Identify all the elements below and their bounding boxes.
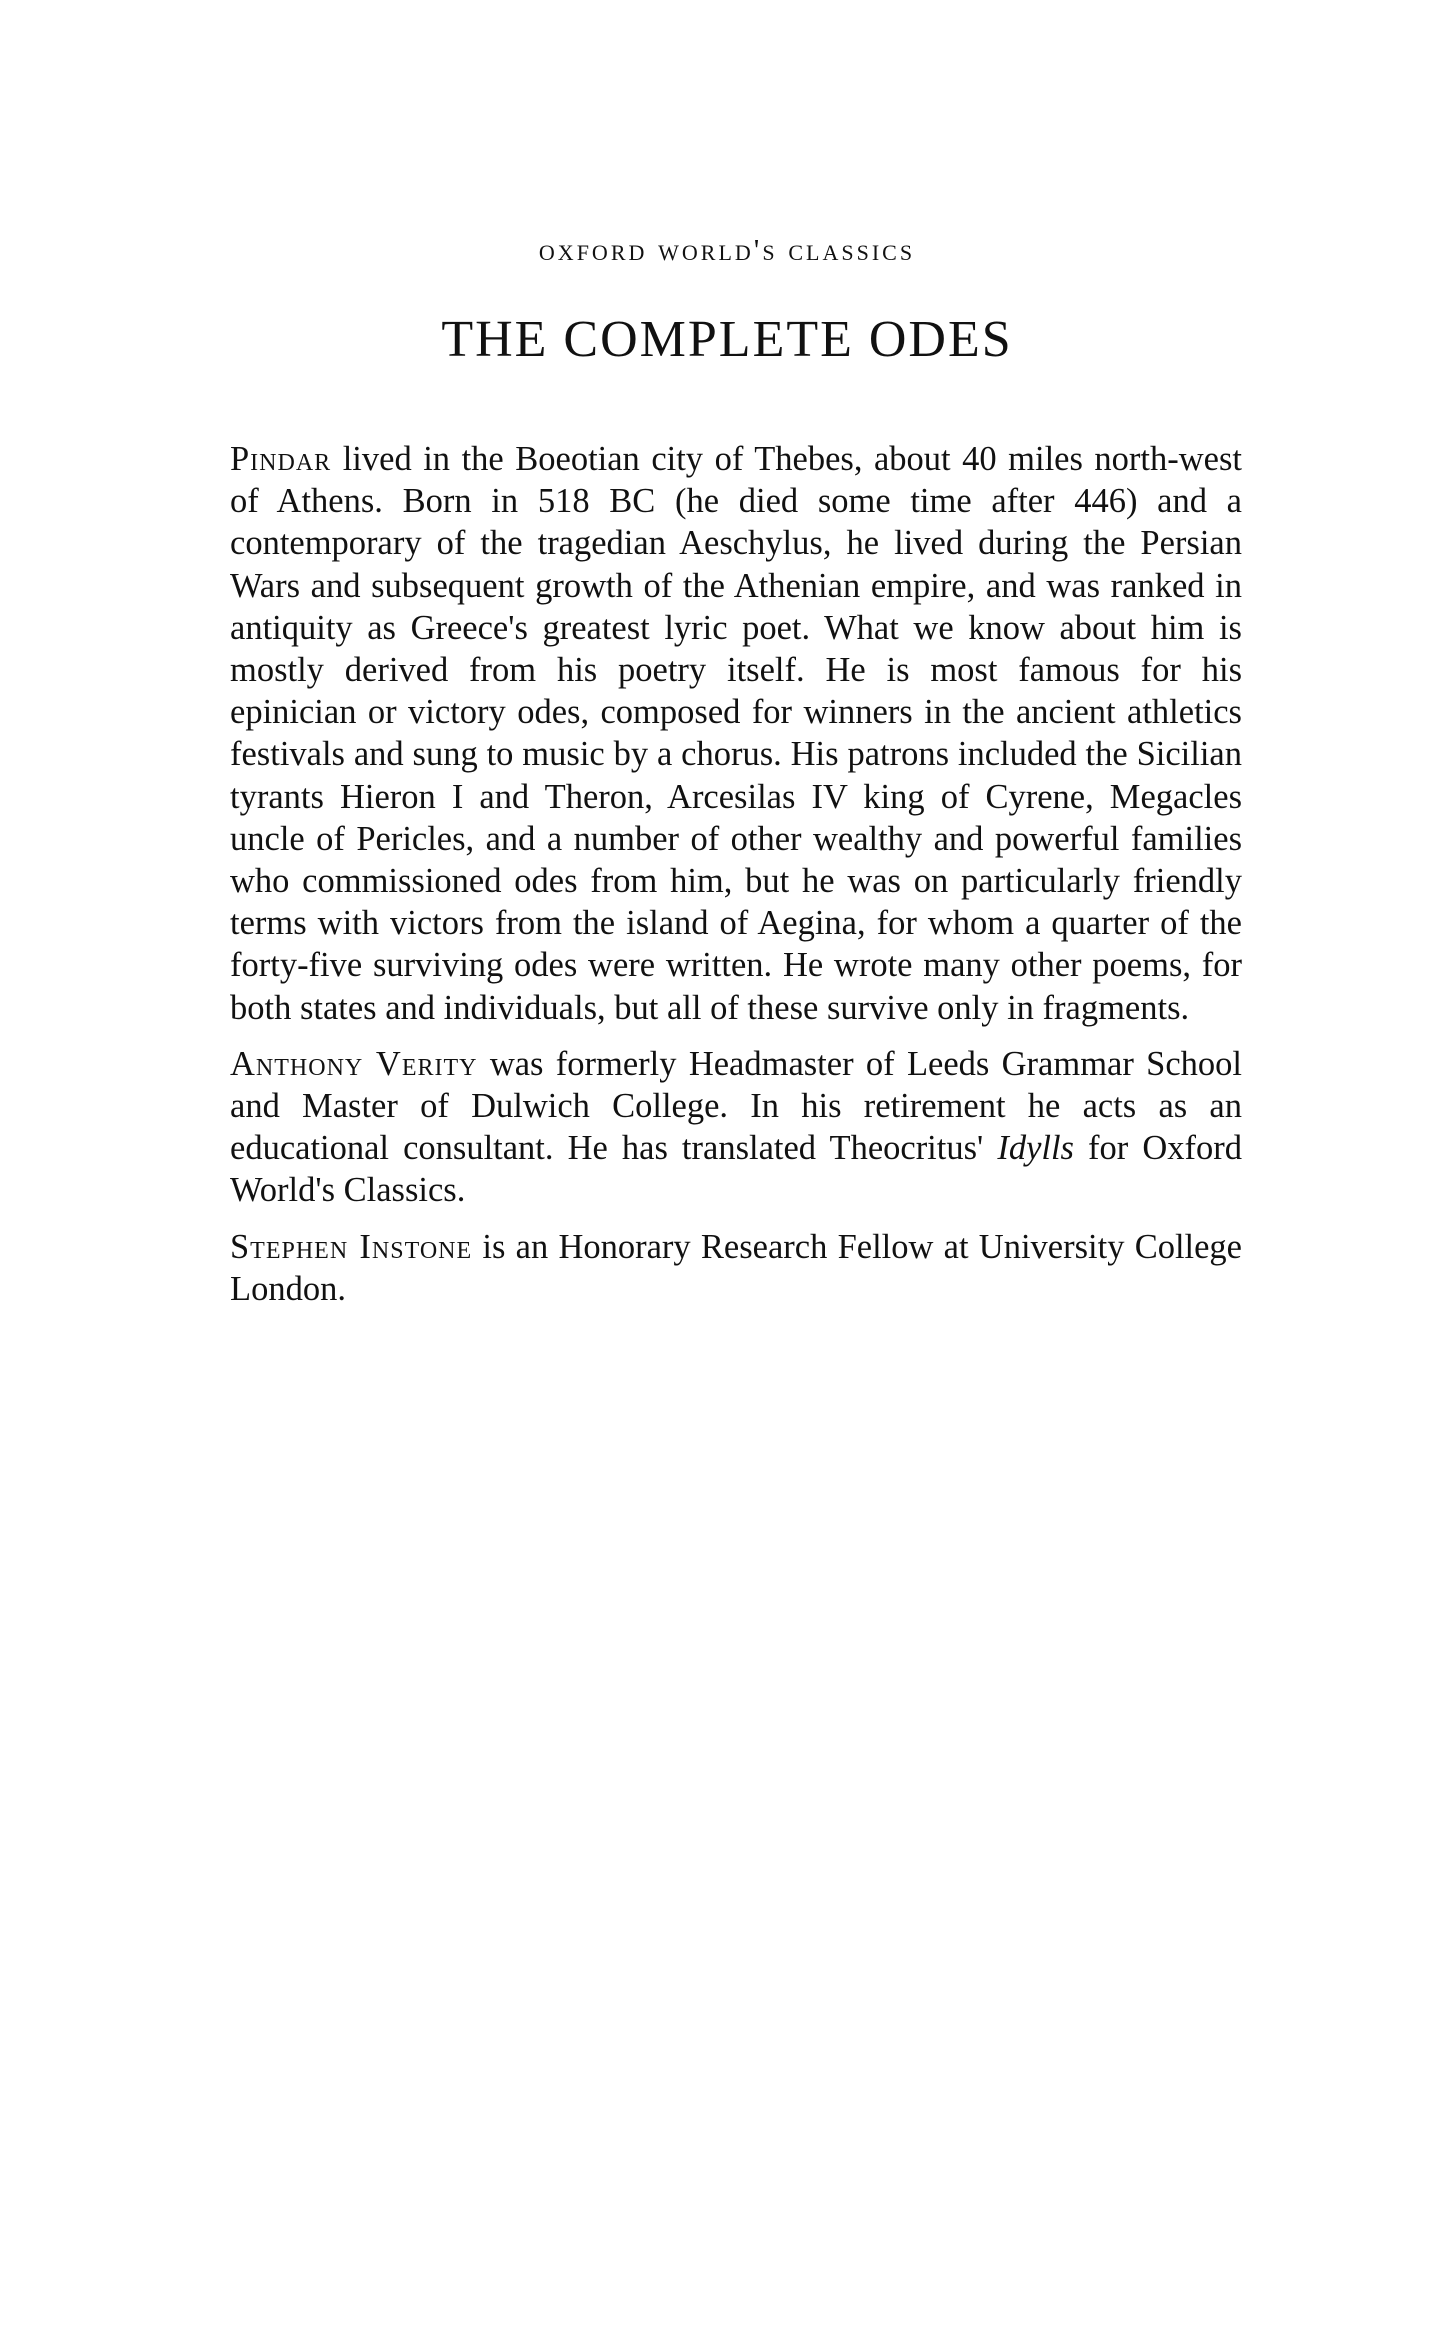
bio-text: lived in the Boeotian city of Thebes, about 40 miles north-west of Athens. Born in 518 BC (he died some time after 446) and a contemporary of the tragedian Aeschylus, he lived during the Persian Wars and subsequent growth of the Athenian empire, and was ranked in antiquity as Greece's greatest lyric poet. What we know about him is mostly derived from his poetry itself. He is most famous for his epinician or victory odes, composed for winners in the ancient athletics festivals and sung to music by a chorus. His patrons included the Sicilian tyrants Hieron I and Theron, Arcesilas IV king of Cyrene, Megacles uncle of Pericles, and a number of other wealthy and powerful families who commissioned odes from him, but he was on particularly friendly terms with victors from the island of Aegina, for whom a quarter of the forty-five surviving odes were written. He wrote many other poems, for both states and individuals, but all of these survive only in fragments.	[230, 440, 1242, 1027]
bio-anthony-verity	[230, 1043, 1242, 1212]
bio-pindar	[230, 438, 1242, 1029]
bio-name: Pindar	[230, 440, 332, 478]
book-title: THE COMPLETE ODES	[441, 311, 1013, 368]
book-title-italic: Idylls	[997, 1129, 1074, 1168]
bio-stephen-instone	[230, 1226, 1242, 1310]
bio-text: was formerly Headmaster of Leeds Grammar School and Master of Dulwich College. In his retirement he acts as an educational consultant. He has translated Theocritus'	[230, 1044, 1242, 1168]
series-name: oxford world's classics	[538, 232, 916, 267]
bio-name: Stephen Instone	[230, 1227, 473, 1266]
bio-name: Anthony Verity	[230, 1044, 478, 1083]
bio-text: for Oxford World's Classics.	[230, 1129, 1242, 1210]
author-bios	[230, 438, 1242, 1324]
bio-text: is an Honorary Research Fellow at University College London.	[230, 1227, 1242, 1308]
